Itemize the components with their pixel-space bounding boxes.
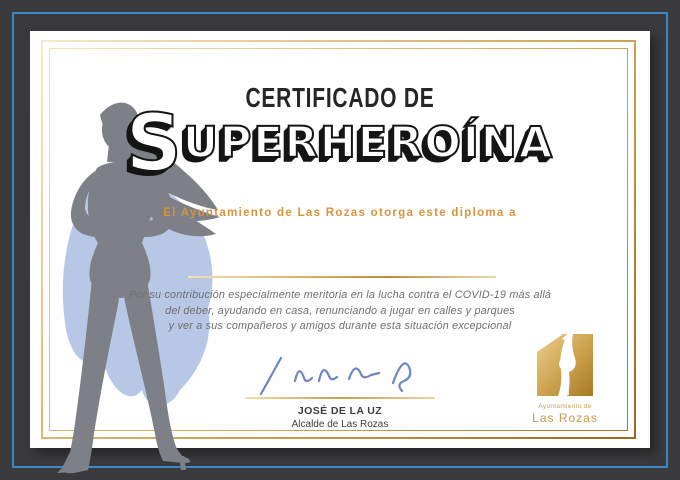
signer-role: Alcalde de Las Rozas [291,419,389,430]
body-line: del deber, ayudando en casa, renunciando a jugar en calles y parques [165,304,515,317]
signer-name: JOSÉ DE LA UZ [297,405,383,417]
signature-block [200,353,480,430]
signature-underline [245,397,435,399]
certificate-heading [30,82,650,189]
title-superheroina [30,99,650,189]
las-rozas-stork-emblem-icon [536,333,594,397]
body-line: y ver a sus compañeros y amigos durante esta situación excepcional [168,320,512,332]
presenter-line: El Ayuntamiento de Las Rozas otorga este diploma a [163,207,517,219]
body-line: Por su contribución especialmente meritoria en la lucha contra el COVID-19 más allá [128,289,552,301]
ayuntamiento-logo [510,333,620,425]
logo-text-large: Las Rozas [532,411,598,425]
body-paragraph [30,288,650,335]
title-rest: UPERHEROÍNA [182,118,555,168]
title-initial: S [125,99,184,189]
logo-text-small: Ayuntamiento de [538,403,592,410]
title-prefix: CERTIFICADO DE [245,82,435,113]
gold-divider-line [188,276,496,278]
signature-scribble-icon [253,353,428,397]
